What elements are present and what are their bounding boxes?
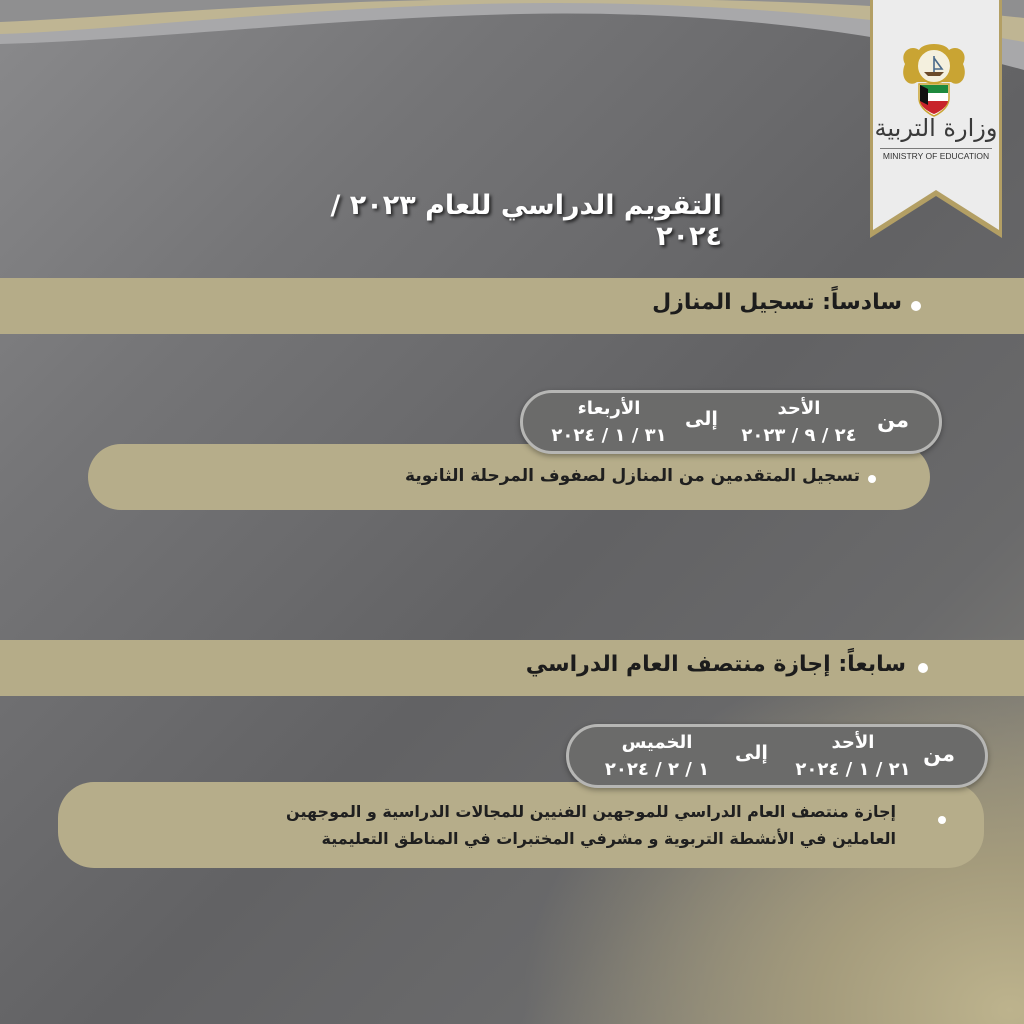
- kuwait-emblem-icon: [897, 38, 971, 118]
- to-label: إلى: [685, 408, 718, 430]
- description-line: العاملين في الأنشطة التربوية و مشرفي المختبرات في المناطق التعليمية: [321, 829, 896, 848]
- ministry-logo-ribbon: [866, 0, 1006, 242]
- bullet-dot: [918, 663, 928, 673]
- ministry-name-english: MINISTRY OF EDUCATION: [882, 151, 990, 161]
- section-heading: سادساً: تسجيل المنازل: [652, 290, 902, 315]
- bullet-dot: [911, 301, 921, 311]
- start-date: ٢٤ / ٩ / ٢٠٢٣: [741, 425, 857, 446]
- to-label: إلى: [735, 742, 768, 764]
- description-box: [58, 782, 984, 868]
- description-text: [286, 798, 896, 852]
- section-heading-bar: [0, 278, 1024, 334]
- from-label: من: [877, 408, 909, 432]
- logo-divider: [880, 148, 992, 149]
- start-date: ٢١ / ١ / ٢٠٢٤: [795, 759, 911, 780]
- end-date: ٣١ / ١ / ٢٠٢٤: [551, 425, 667, 446]
- date-range-pill: [566, 724, 988, 788]
- bullet-dot: [938, 816, 946, 824]
- end-date: ١ / ٢ / ٢٠٢٤: [604, 759, 710, 780]
- bullet-dot: [868, 475, 876, 483]
- start-day: الأحد: [831, 732, 875, 753]
- description-line: إجازة منتصف العام الدراسي للموجهين الفنيين للمجالات الدراسية و الموجهين: [286, 802, 896, 821]
- section-heading-bar: [0, 640, 1024, 696]
- end-day: الخميس: [621, 732, 693, 753]
- description-line: تسجيل المتقدمين من المنازل لصفوف المرحلة الثانوية: [405, 466, 860, 486]
- start-day: الأحد: [777, 398, 821, 419]
- ministry-name-arabic: وزارة التربية: [874, 114, 998, 142]
- date-range-pill: [520, 390, 942, 454]
- from-label: من: [923, 742, 955, 766]
- page-title: التقويم الدراسي للعام ٢٠٢٣ / ٢٠٢٤: [330, 190, 722, 252]
- end-day: الأربعاء: [577, 398, 641, 419]
- section-heading: سابعاً: إجازة منتصف العام الدراسي: [525, 652, 906, 677]
